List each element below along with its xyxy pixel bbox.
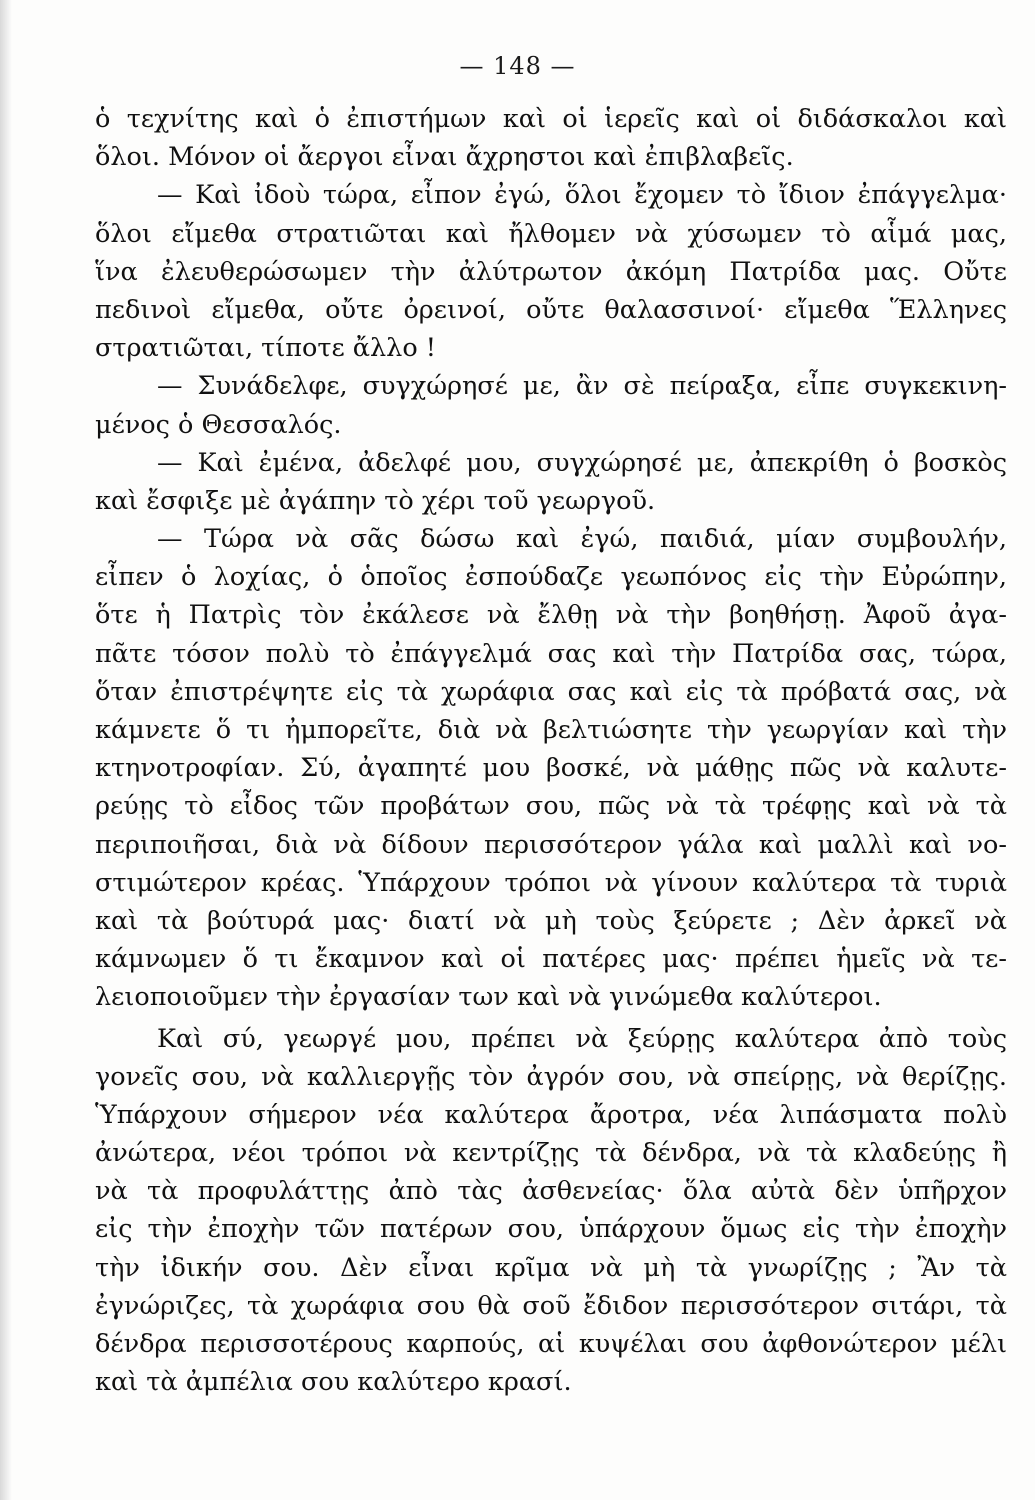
text-line: εἶπεν ὁ λοχίας, ὁ ὁποῖος ἐσπούδαζε γεωπόνος εἰς τὴν Εὐρώπην, [95,562,1007,593]
text-line: γονεῖς σου, νὰ καλλιεργῇς τὸν ἀγρόν σου, νὰ σπείρῃς, νὰ θερίζῃς. [95,1061,1007,1092]
text-line: Ὑπάρχουν σήμερον νέα καλύτερα ἄροτρα, νέα λιπάσματα πολὺ [95,1099,1007,1130]
text-line: ὅταν ἐπιστρέψητε εἰς τὰ χωράφια σας καὶ εἰς τὰ πρόβατά σας, νὰ [95,676,1007,707]
text-line: — Συνάδελφε, συγχώρησέ με, ἂν σὲ πείραξα, εἶπε συγκεκινη- [157,371,1007,402]
text-line: λειοποιοῦμεν τὴν ἐργασίαν των καὶ νὰ γινώμεθα καλύτεροι. [95,982,882,1013]
text-line: — Τώρα νὰ σᾶς δώσω καὶ ἐγώ, παιδιά, μίαν συμβουλήν, [157,524,1007,555]
text-line: νὰ τὰ προφυλάττῃς ἀπὸ τὰς ἀσθενείας· ὅλα αὐτὰ δὲν ὑπῆρχον [95,1176,1007,1207]
text-line: ὅτε ἡ Πατρὶς τὸν ἐκάλεσε νὰ ἔλθῃ νὰ τὴν βοηθήσῃ. Ἀφοῦ ἀγα- [95,600,1007,631]
text-line: καὶ τὰ βούτυρά μας· διατί νὰ μὴ τοὺς ξεύρετε ; Δὲν ἀρκεῖ νὰ [95,905,1007,936]
text-line: καὶ τὰ ἀμπέλια σου καλύτερο κρασί. [95,1367,572,1398]
text-line: πᾶτε τόσον πολὺ τὸ ἐπάγγελμά σας καὶ τὴν Πατρίδα σας, τώρα, [95,638,1007,669]
text-line: τὴν ἰδικήν σου. Δὲν εἶναι κρῖμα νὰ μὴ τὰ γνωρίζῃς ; Ἂν τὰ [95,1252,1007,1283]
text-line: στιμώτερον κρέας. Ὑπάρχουν τρόποι νὰ γίνουν καλύτερα τὰ τυριὰ [95,867,1007,898]
text-line: πεδινοὶ εἴμεθα, οὔτε ὀρεινοί, οὔτε θαλασσινοί· εἴμεθα Ἕλληνες [95,294,1007,325]
page-number: — 148 — [459,52,576,80]
text-line: στρατιῶται, τίποτε ἄλλο ! [95,333,437,364]
text-line: ρεύῃς τὸ εἶδος τῶν προβάτων σου, πῶς νὰ τὰ τρέφῃς καὶ νὰ τὰ [95,791,1007,822]
text-line: κάμνωμεν ὅ τι ἔκαμνον καὶ οἱ πατέρες μας· πρέπει ἡμεῖς νὰ τε- [95,944,1007,975]
text-line: — Καὶ ἐμένα, ἀδελφέ μου, συγχώρησέ με, ἀπεκρίθη ὁ βοσκὸς [157,447,1007,478]
text-line: ὅλοι εἴμεθα στρατιῶται καὶ ἤλθομεν νὰ χύσωμεν τὸ αἷμά μας, [95,218,1007,249]
body-text [95,100,1007,1401]
text-line: καὶ ἔσφιξε μὲ ἀγάπην τὸ χέρι τοῦ γεωργοῦ. [95,485,656,516]
text-line: κτηνοτροφίαν. Σύ, ἀγαπητέ μου βοσκέ, νὰ μάθῃς πῶς νὰ καλυτε- [95,753,1007,784]
text-line: ἀνώτερα, νέοι τρόποι νὰ κεντρίζῃς τὰ δένδρα, νὰ τὰ κλαδεύῃς ἢ [95,1138,1007,1169]
text-line: μένος ὁ Θεσσαλός. [95,409,342,440]
text-line: κάμνετε ὅ τι ἠμπορεῖτε, διὰ νὰ βελτιώσητε τὴν γεωργίαν καὶ τὴν [95,715,1007,745]
text-line: ὁ τεχνίτης καὶ ὁ ἐπιστήμων καὶ οἱ ἱερεῖς καὶ οἱ διδάσκαλοι καὶ [95,104,1007,134]
text-line: ἐγνώριζες, τὰ χωράφια σου θὰ σοῦ ἔδιδον περισσότερον σιτάρι, τὰ [95,1290,1007,1321]
text-line: εἰς τὴν ἐποχὴν τῶν πατέρων σου, ὑπάρχουν ὅμως εἰς τὴν ἐποχὴν [95,1214,1007,1245]
text-line: ἵνα ἐλευθερώσωμεν τὴν ἀλύτρωτον ἀκόμη Πατρίδα μας. Οὔτε [95,256,1007,287]
text-line: — Καὶ ἰδοὺ τώρα, εἶπον ἐγώ, ὅλοι ἔχομεν τὸ ἴδιον ἐπάγγελμα· [157,180,1007,211]
text-line: δένδρα περισσοτέρους καρπούς, αἱ κυψέλαι σου ἀφθονώτερον μέλι [95,1329,1007,1359]
text-line: ὅλοι. Μόνον οἱ ἄεργοι εἶναι ἄχρηστοι καὶ ἐπιβλαβεῖς. [95,142,794,173]
text-line: Καὶ σύ, γεωργέ μου, πρέπει νὰ ξεύρῃς καλύτερα ἀπὸ τοὺς [157,1023,1007,1054]
text-line: περιποιῆσαι, διὰ νὰ δίδουν περισσότερον γάλα καὶ μαλλὶ καὶ νο- [95,829,1007,860]
